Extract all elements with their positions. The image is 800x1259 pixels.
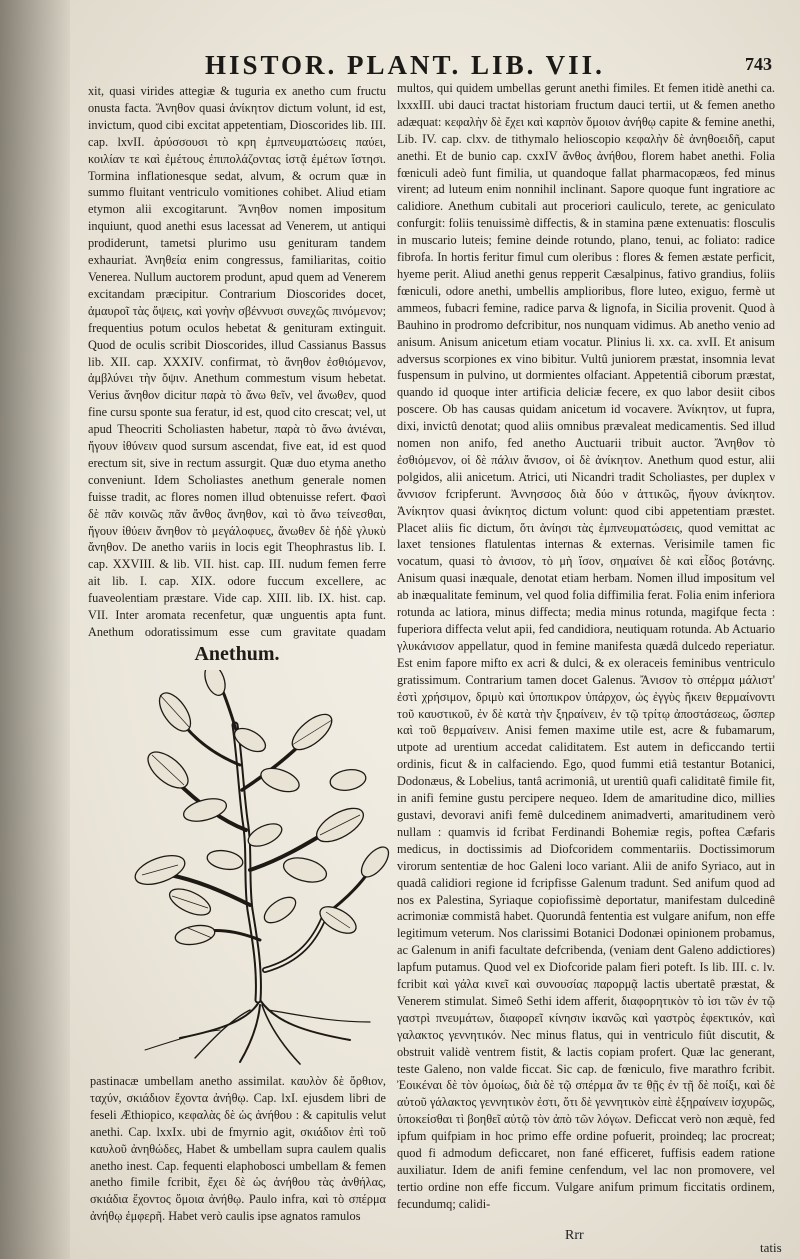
- running-head: HISTOR. PLANT. LIB. VII.: [205, 50, 605, 80]
- left-bottom-paragraph: pastinacæ umbellam anetho assimilat. καυλὸν δὲ ὄρθιον, ταχύν, σκιάδιον ἔχοντα ἀνήθῳ. Cap. lxI. ejusdem libri de feseli Æthiopico, κεφαλὰς δὲ ὡς ἀνήθου : & capitulis velut anethi. Cap. lxxIx. ubi de fmyrnio agit, σκιάδιον ἐπὶ τοῦ καυλοῦ ἀνηθώδες, Habet & umbellam supra caulem qualis anetho inest. Cap. fequenti elaphobosci umbellam & femen anetho fimile fcribit, ἔχει δὲ ὡς ἀνήθου τὰς ἀνθήλας, σκιάδια ἔχοντος ὅμοια ἀνήθῳ. Paulo infra, καὶ τὸ σπέρμα ἀνήθῳ ἐμφερῆ. Habet verò caulis ipse agnatos ramulos: [90, 1074, 386, 1224]
- signature-mark: Rrr: [565, 1228, 584, 1243]
- page-header: [205, 50, 780, 80]
- left-column-bottom-text: [90, 1073, 386, 1249]
- left-top-paragraph: xit, quasi virides attegiæ & tuguria ex anetho cum fructu onusta facta. Ἄνηθον quasi ἀνίκητον dictum volunt, id est, invictum, quod cibi excitat appetentiam, Dioscorides lib. III. cap. lxvII. ἀρύσσουσι τὸ κρη ἐμπνευματώσεις παύει, κοιλίαν τε καὶ ἐμέτους ἐπιπολάζοντας ἱστᾷ ἐμέτων ἵστησι. Tormina inflationesque sedat, alvum, & ocrum quæ in summo fluitant ventriculo vomitiones cohibet. Aliud etiam etymon alii excogitarunt. Ἄνηθον nomen impositum inquiunt, quod anethi esus lacessat ad Venerem, ut antiqui prodiderunt, tametsi plurimo usu genituram tandem exhauriat. Ἀνηθεία enim congressus, familiaritas, coitio Venerea. Nullum auctorem produnt, apud quem ad Venerem excitandam præcipitur. Contrarium Dioscorides docet, ἀμαυροῖ τὰς ὄψεις, καὶ γονὴν σβέννυσι συνεχῶς πινόμενον; frequentius potum oculos hebetat & genituram extinguit. Quod de oculis scribit Dioscorides, illud Cassianus Bassus lib. XII. cap. XXXIV. confirmat, τὸ ἄνηθον ἐσθιόμενον, ἀμβλύνει τὴν ὄψιν. Anethum commestum visum hebetat. Verius ἄνηθον dicitur παρὰ τὸ ἄνω θεῖν, vel ἄνωθεν, quod fine cursu sponte sua feratur, id est, quod cito crescat; vel, ut apud Theocriti Scholiasten habetur, παρὰ τὸ ἄνω ἀνιέναι, ἤγουν ἰθύνειν quod sursum ascendat, five eat, id est quod erectum sit, sive in rectum assurgit. Quæ duo etyma anetho conveniunt. Idem Scholiastes anethum generale nomen fuisse tradit, ac flores nomen illud obtenuisse refert. Φασὶ δὲ πᾶν κοινῶς πᾶν ἄνθος ἄνηθον, καὶ τὸ ἄνω τείνεσθαι, ἤγουν ἰθύειν ἄνηθον τὸ μεγάλοφυες, ἄνωθεν δὲ ἡδὲ γλυκὺ ἄνηθον. De anetho variis in locis egit Theophrastus lib. I. cap. XXVIII. & lib. VII. hist. cap. III. nudum femen ferre ait lib. I. cap. XIX. odore fuccum excellere, ac fuaveolentiam præstare. Vide cap. XIII. lib. IX. hist. cap. VII. Inter aromata recenfetur, quæ unguentis apta funt. Anethum odoratissimum esse cum gravitate quadam: [88, 84, 386, 639]
- page-number: 743: [745, 54, 772, 74]
- left-column-top-text: [88, 83, 386, 643]
- right-column-text: [397, 80, 775, 1228]
- anethum-woodcut-illustration: [100, 670, 390, 1068]
- catchword: tatis: [760, 1240, 782, 1255]
- gutter-shadow: [0, 0, 70, 1259]
- right-paragraph: multos, qui quidem umbellas gerunt anethi fimiles. Et femen itidè anethi ca. lxxxIII. ubi dauci tractat historiam fructum dauci tertii, ut & femen anetho adæquat: κεφαλὴν δὲ ἔχει καὶ καρπὸν ὅμοιον ἀνήθῳ capite & femine anethi, Lib. IV. cap. clxv. de tithymalo helioscopio κεφαλὴν δὲ ἀνηθοειδῆ, caput anethi. Et de bunio cap. cxxIV ἄνθος ἀνήθου, florem habet anethi. Folia fœniculi adeò funt fimilia, ut quandoque fallat pharmacopæos, fed minus virent; ad luteum enim nonnihil inclinant. Sapore quoque funt ingratiore ac calidiore. Anethum cubitali aut proceriori cauliculo, terete, ac geniculato confurgit: foliis tenuissimè diffectis, & in stamina pæne extenuatis: flosculis in muscario luteis; femine deinde rotundo, plano, tenui, ac foliato: radice fibrofa. In hortis feritur fimul cum oleribus : flores & femen æstate perficit, hyeme perit. Aliud anethi genus repperit Cæsalpinus, fativo grandius, foliis fœniculi, odore anethi, umbellis amplioribus, flore luteo, exiguo, fermè ut ammeos, fubacri femine, radice parva & lignofa, in Sicilia provenit. Quod à Bauhino in prodromo defcribitur, nos nunquam vidimus. Ab anetho venio ad anisum. Anisum anicetum etiam vocatur. Plinius li. xx. ca. xvII. Et anisum adversus scorpiones ex vino bibitur. Vultû juniorem præstat, insomnia levat fuspensum in pulvino, ut dormientes olfaciant. Appetentiâ ciborum præstat, quando id quoque inter artificia deliciæ fecere, ex quo labor desiit cibos poscere. Ob has causas quidam anicetum id vocavere. Ἀνίκητον, ut fupra, dixi, invictû denotat; quod aliis omnibus prævaleat medicamentis. Sed illud nomen non anifo, fed anetho Auctuarii tribuit auctor. Ἄνηθον τὸ ἐσθιόμενον, οἱ δὲ πάλιν ἄνισον, οἱ δὲ ἀνίκητον. Anethum quod estur, alii polgidos, alii anicetum. Atrici, uti Nicandri tradit Scholiastes, per duplex ν ἄννισον fcripferunt. Ἀννησσος διὰ δύο ν ἀττικῶς, ἤγουν ἀνίκητον. Ἀνίκητον quasi ἀνίκητος dictum volunt: quod cibi appetentiam præstet. Placet aliis fic dictum, ὅτι ἀνίησι τὰς ἐμπνευματώσεις, quod vemittat ac laxet tensiones flatulentas internas & externas. Verisimile tamen fic vocatum, quasi τὸ ἀνισον, τὸ μὴ ἴσον, σημαίνει δὲ καὶ εἶδος βοτάνης. Anisum quasi inæquale, denotat etiam herbam. Nomen illud impositum vel ab inæqualitate feminum, vel quod folia diffimilia ferat. Folia enim inferiora rotunda ac latiora, minus diffecta; media minus rotunda, magifque fecta : fuperiora diffecta velut apii, fed candidiora, neutiquam rotunda. Ab Actuario γλυκάνισον appellatur, quod in femine manifesta quædâ dulcedo reperiatur. Est enim fapore mifto ex acri & dulci, & ex oleraceis feminibus ventriculo gratissimum. Contrarium tamen docet Galenus. Ἄνισον τὸ σπέρμα μάλιστ' ἐστὶ χρήσιμον, δριμὺ καὶ ὑποπικρον ὑπάρχον, ὡς ἐγγὺς ἤκειν θερμαίνοντι τοῦ καυστικοῦ, ἐν δὲ κατὰ τὴν ξηραίνειν, ἐν τῷ τρίτῳ ἀποστάσεως, ὥσπερ καὶ τοῦ θερμαίνειν. Anisi femen maxime utile est, acre & fubamarum, utpote ad urentium accedat caliditatem. Est autem in deficcando tertii ordinis, ficut & in calfaciendo. Ego, quod fummi etiâ testantur Botanici, Dodonæus, & Lobelius, tantâ acrimoniâ, ut urentiû quafi caliditatê fimile fit, in anifi femine gustu percipere nequeo. Idem de amaritudine dico, millies gustavi, devoravi anifi femê dulcedinem animadverti, amaritudinem verò nullam : quamvis id fcribat Ferdinandi Bohemiæ regis, poftea Cæfaris medicus, in doctissimis ad Diofcoridem commentariis. Doctissimorum virorum sententiæ de hoc Galeni loco variant. Alii de anifo Syriaco, aut in quadâ calidiori regione id fcripfisse Galenum tradunt. Sed anifum quod ad nos ex Palestina, Syriaque copiofissimè deportatur, manifestam dulcedinê acrimoniæ commistâ habet. Quorundâ fententia est vulgare anifum, non effe legitimum veterum. Nos clarissimi Botanici Dodonæi opinionem probamus, ac Galenum in anifi facultate defcribenda, (veniam dent Galeno addictiores) lapfum putamus. Quod vel ex Diofcoride palam fieri poteft. Is lib. III. c. lv. fcribit καὶ γάλα κινεῖ καὶ συνουσίας παρορμᾷ lactis ubertatê præstat, & Venerem stimulat. Simeô Sethi idem afferit, διαφορητικὸν τὸ ἰσι τῶν ἐν τῷ γαστρὶ πνευμάτων, διαφορεῖ κίνησιν ἱκανῶς καὶ γαστρὸς ἐφεκτικόν, καὶ γαλακτος γεννητικόν. Nec minus flatus, qui in ventriculo fiût discutit, & obstruit validè ventrem fistit, & lactis copiam profert. Quæ lac generant, teste Galeno, non valde ficcat. Sic cap. de fœniculo, five marathro fcribit. Ἐοικέναι δὲ τὸν ὁμοίως, διὰ δὲ τῷ σπέρμα ἄν τε θῇς ἐν τῇ δὲ ποίξι, καὶ δὲ αὐτοῦ γάλακτος γεννητικὸν ἐστι, ὅτι δὲ γεννητικὸν εἰπὲ ἐξηραίνειν ἰσχυρῶς, ὑποκείσθαι τὶ βοηθεῖ αὐτῷ τὸν ἀπὸ τῶν λόγων. Deficcat verò non æquè, fed ipfum quifpiam in hoc primo effe ordine pofuerit, proindeq; lac procreat; quod fi admodum deficcaret, non fané efficeret, fuffisis eadem ratione auxiliatur. Idem de anifi femine cenfendum, vel lac non promovere, vel tertio ordine non effe ficcum. Vulgare anifum primum ficcitatis ordinem, fecundumq; calidi-: [397, 81, 775, 1211]
- figure-caption: Anethum.: [194, 643, 280, 665]
